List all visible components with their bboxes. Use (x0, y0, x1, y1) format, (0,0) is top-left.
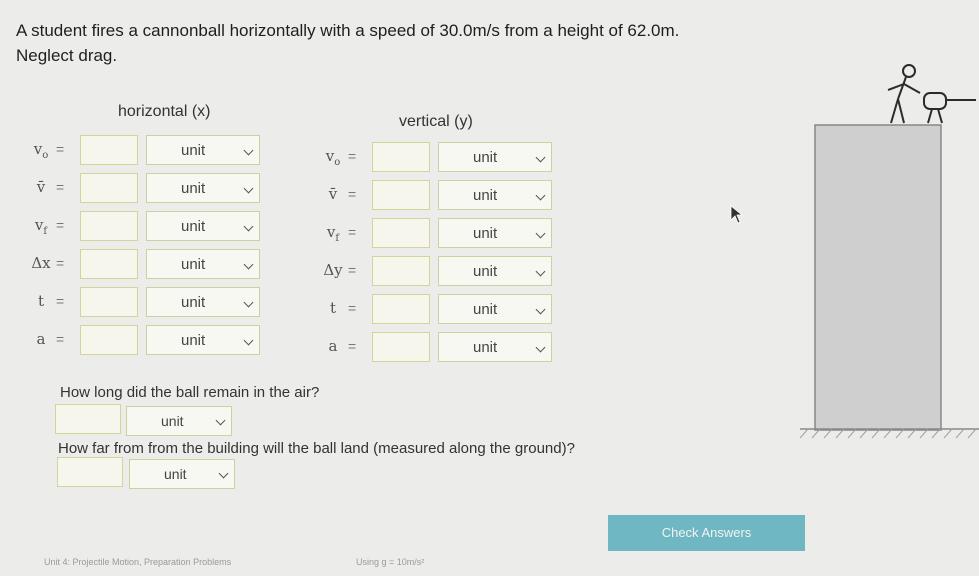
value-input[interactable] (80, 211, 138, 241)
variable-symbol: Δy (323, 261, 343, 279)
unit-select[interactable] (438, 256, 552, 286)
variable-row (28, 135, 268, 165)
unit-select[interactable] (438, 332, 552, 362)
chevron-down-icon (244, 184, 254, 194)
equals-sign: = (56, 293, 65, 309)
variable-symbol: t (37, 292, 45, 310)
equals-sign: = (56, 331, 65, 347)
equals-sign: = (56, 217, 65, 233)
value-input[interactable] (372, 332, 430, 362)
equals-sign: = (348, 338, 357, 354)
unit-select[interactable] (146, 325, 260, 355)
answer-time-unit-select[interactable] (126, 406, 232, 436)
unit-select[interactable] (146, 249, 260, 279)
unit-select-label: unit (164, 466, 187, 482)
variable-symbol: $v_o$ (325, 147, 341, 168)
variable-symbol: t (329, 299, 337, 317)
cannon-icon (924, 93, 976, 123)
variable-symbol: $v_f$ (326, 223, 340, 244)
unit-select-label: unit (473, 301, 498, 318)
variable-symbol: a (36, 330, 46, 348)
unit-select[interactable] (438, 294, 552, 324)
unit-select-label: unit (181, 294, 206, 311)
equals-sign: = (56, 255, 65, 271)
unit-select-label: unit (161, 413, 184, 429)
unit-select-label: unit (473, 263, 498, 280)
equals-sign: = (348, 148, 357, 164)
variable-symbol: Δx (31, 254, 51, 272)
equals-sign: = (348, 224, 357, 240)
answer-time-input[interactable] (55, 404, 121, 434)
chevron-down-icon (219, 469, 229, 479)
variable-symbol: $v_o$ (33, 140, 49, 161)
value-input[interactable] (80, 287, 138, 317)
variable-symbol: v̄ (36, 178, 46, 196)
equals-sign: = (56, 141, 65, 157)
question-time-in-air: How long did the ball remain in the air? (60, 384, 320, 401)
unit-select-label: unit (473, 149, 498, 166)
unit-select-label: unit (473, 339, 498, 356)
value-input[interactable] (372, 180, 430, 210)
equals-sign: = (56, 179, 65, 195)
chevron-down-icon (536, 343, 546, 353)
building (815, 125, 941, 430)
footer-gravity-note: Using g = 10m/s² (356, 557, 425, 567)
value-input[interactable] (372, 294, 430, 324)
variable-symbol: $v_f$ (34, 216, 48, 237)
variable-row (320, 332, 560, 362)
check-answers-button[interactable]: Check Answers (608, 515, 805, 551)
value-input[interactable] (80, 249, 138, 279)
unit-select[interactable] (146, 211, 260, 241)
variable-row (28, 173, 268, 203)
variable-row (320, 256, 560, 286)
variable-row (320, 294, 560, 324)
unit-select-label: unit (181, 142, 206, 159)
unit-select-label: unit (181, 332, 206, 349)
variable-row (28, 249, 268, 279)
variable-symbol: a (328, 337, 338, 355)
chevron-down-icon (244, 146, 254, 156)
equals-sign: = (348, 186, 357, 202)
variable-row (320, 142, 560, 172)
variable-row (28, 287, 268, 317)
chevron-down-icon (244, 298, 254, 308)
problem-statement: A student fires a cannonball horizontally with a speed of 30.0m/s from a height of 62.0m. Neglect drag. (16, 21, 680, 65)
horizontal-column-heading: horizontal (x) (118, 103, 211, 120)
value-input[interactable] (80, 173, 138, 203)
chevron-down-icon (536, 229, 546, 239)
unit-select-label: unit (181, 180, 206, 197)
value-input[interactable] (372, 256, 430, 286)
question-landing-distance: How far from from the building will the ball land (measured along the ground)? (58, 440, 575, 457)
unit-select[interactable] (438, 180, 552, 210)
equals-sign: = (348, 262, 357, 278)
variable-row (28, 325, 268, 355)
variable-row (320, 180, 560, 210)
unit-select-label: unit (181, 218, 206, 235)
variable-row (320, 218, 560, 248)
value-input[interactable] (372, 142, 430, 172)
value-input[interactable] (80, 135, 138, 165)
unit-select-label: unit (181, 256, 206, 273)
footer-unit-title: Unit 4: Projectile Motion, Preparation Problems (44, 557, 232, 567)
chevron-down-icon (216, 416, 226, 426)
chevron-down-icon (244, 336, 254, 346)
mouse-cursor-icon (730, 205, 744, 225)
chevron-down-icon (536, 153, 546, 163)
unit-select-label: unit (473, 225, 498, 242)
unit-select[interactable] (438, 142, 552, 172)
answer-distance-input[interactable] (57, 457, 123, 487)
unit-select[interactable] (146, 173, 260, 203)
unit-select[interactable] (146, 135, 260, 165)
variable-symbol: v̄ (328, 185, 338, 203)
unit-select[interactable] (438, 218, 552, 248)
answer-distance-unit-select[interactable] (129, 459, 235, 489)
chevron-down-icon (536, 191, 546, 201)
chevron-down-icon (536, 267, 546, 277)
unit-select[interactable] (146, 287, 260, 317)
unit-select-label: unit (473, 187, 498, 204)
vertical-column-heading: vertical (y) (399, 113, 473, 130)
stick-figure-icon (888, 65, 920, 123)
value-input[interactable] (372, 218, 430, 248)
variable-row (28, 211, 268, 241)
value-input[interactable] (80, 325, 138, 355)
chevron-down-icon (536, 305, 546, 315)
chevron-down-icon (244, 222, 254, 232)
chevron-down-icon (244, 260, 254, 270)
equals-sign: = (348, 300, 357, 316)
cliff-scene (800, 55, 979, 445)
